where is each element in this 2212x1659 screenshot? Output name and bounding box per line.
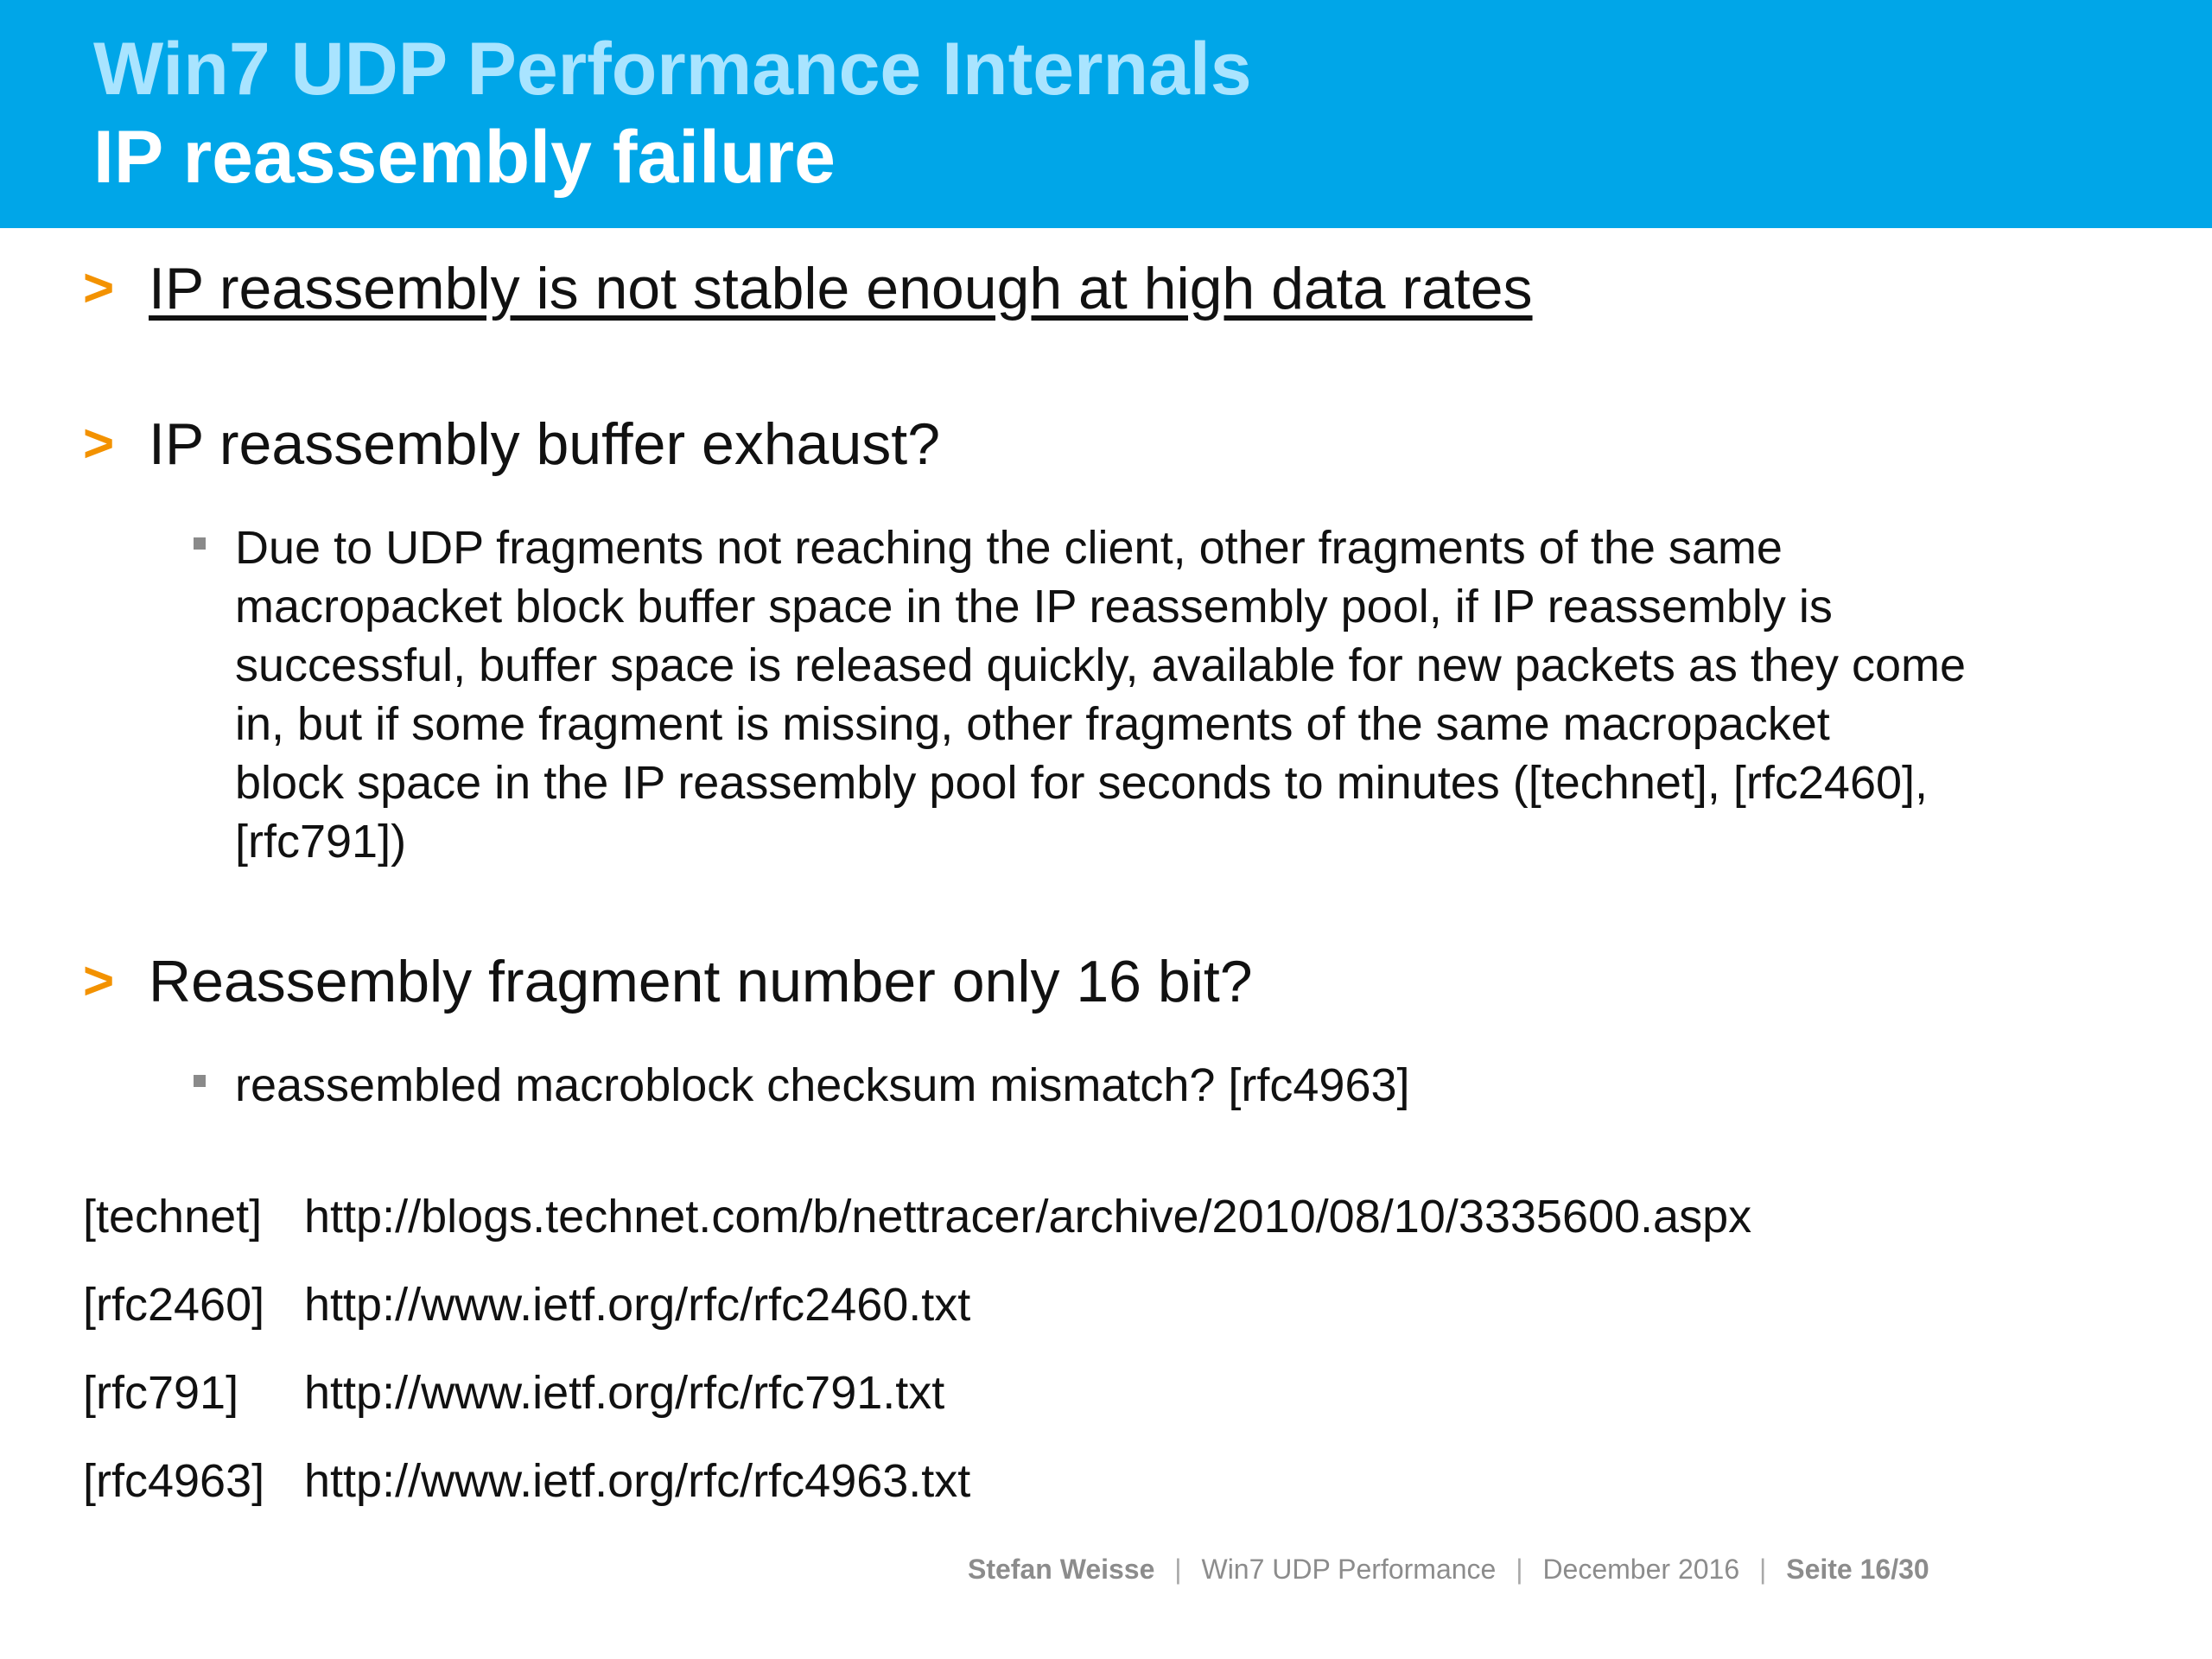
reference-key: [technet] (83, 1191, 263, 1243)
paragraph-line: [rfc791]) (235, 816, 407, 868)
paragraph-line: macropacket block buffer space in the IP reassembly pool, if IP reassembly is (235, 581, 1833, 632)
bullet-arrow-icon: > (83, 951, 115, 1011)
reference-key: [rfc4963] (83, 1455, 265, 1507)
paragraph-line: successful, buffer space is released quickly, available for new packets as they come (235, 639, 1967, 691)
footer-separator: | (1516, 1554, 1523, 1585)
slide-title: Win7 UDP Performance Internals (93, 28, 1252, 111)
slide-footer (968, 1550, 1929, 1588)
bullet-arrow-icon: > (83, 414, 115, 474)
square-bullet-icon (194, 537, 206, 550)
bullet-arrow-icon: > (83, 258, 115, 318)
paragraph-line: reassembled macroblock checksum mismatch? [rfc4963] (235, 1059, 1410, 1111)
footer-date: December 2016 (1542, 1554, 1740, 1585)
footer-separator: | (1759, 1554, 1767, 1585)
reference-key: [rfc791] (83, 1367, 239, 1419)
bullet-text: IP reassembly is not stable enough at high data rates (149, 256, 1533, 321)
bullet-text: Reassembly fragment number only 16 bit? (149, 949, 1253, 1014)
footer-separator: | (1174, 1554, 1182, 1585)
bullet-text: IP reassembly buffer exhaust? (149, 411, 941, 477)
reference-key: [rfc2460] (83, 1279, 265, 1331)
footer-author: Stefan Weisse (968, 1554, 1155, 1585)
sub-bullet-text (235, 1056, 1410, 1115)
reference-url: http://www.ietf.org/rfc/rfc791.txt (304, 1367, 945, 1419)
footer-talk-title: Win7 UDP Performance (1201, 1554, 1497, 1585)
paragraph-line: block space in the IP reassembly pool for seconds to minutes ([technet], [rfc2460], (235, 757, 1929, 809)
paragraph-line: Due to UDP fragments not reaching the client, other fragments of the same (235, 522, 1783, 574)
reference-url: http://www.ietf.org/rfc/rfc2460.txt (304, 1279, 971, 1331)
paragraph-line: in, but if some fragment is missing, other fragments of the same macropacket (235, 698, 1830, 750)
square-bullet-icon (194, 1075, 206, 1087)
slide-subtitle: IP reassembly failure (93, 116, 836, 199)
footer-page-number: Seite 16/30 (1786, 1554, 1929, 1585)
reference-url: http://www.ietf.org/rfc/rfc4963.txt (304, 1455, 971, 1507)
slide-header (0, 0, 2212, 228)
reference-url: http://blogs.technet.com/b/nettracer/archive/2010/08/10/3335600.aspx (304, 1191, 1752, 1243)
sub-bullet-text (235, 518, 1966, 871)
